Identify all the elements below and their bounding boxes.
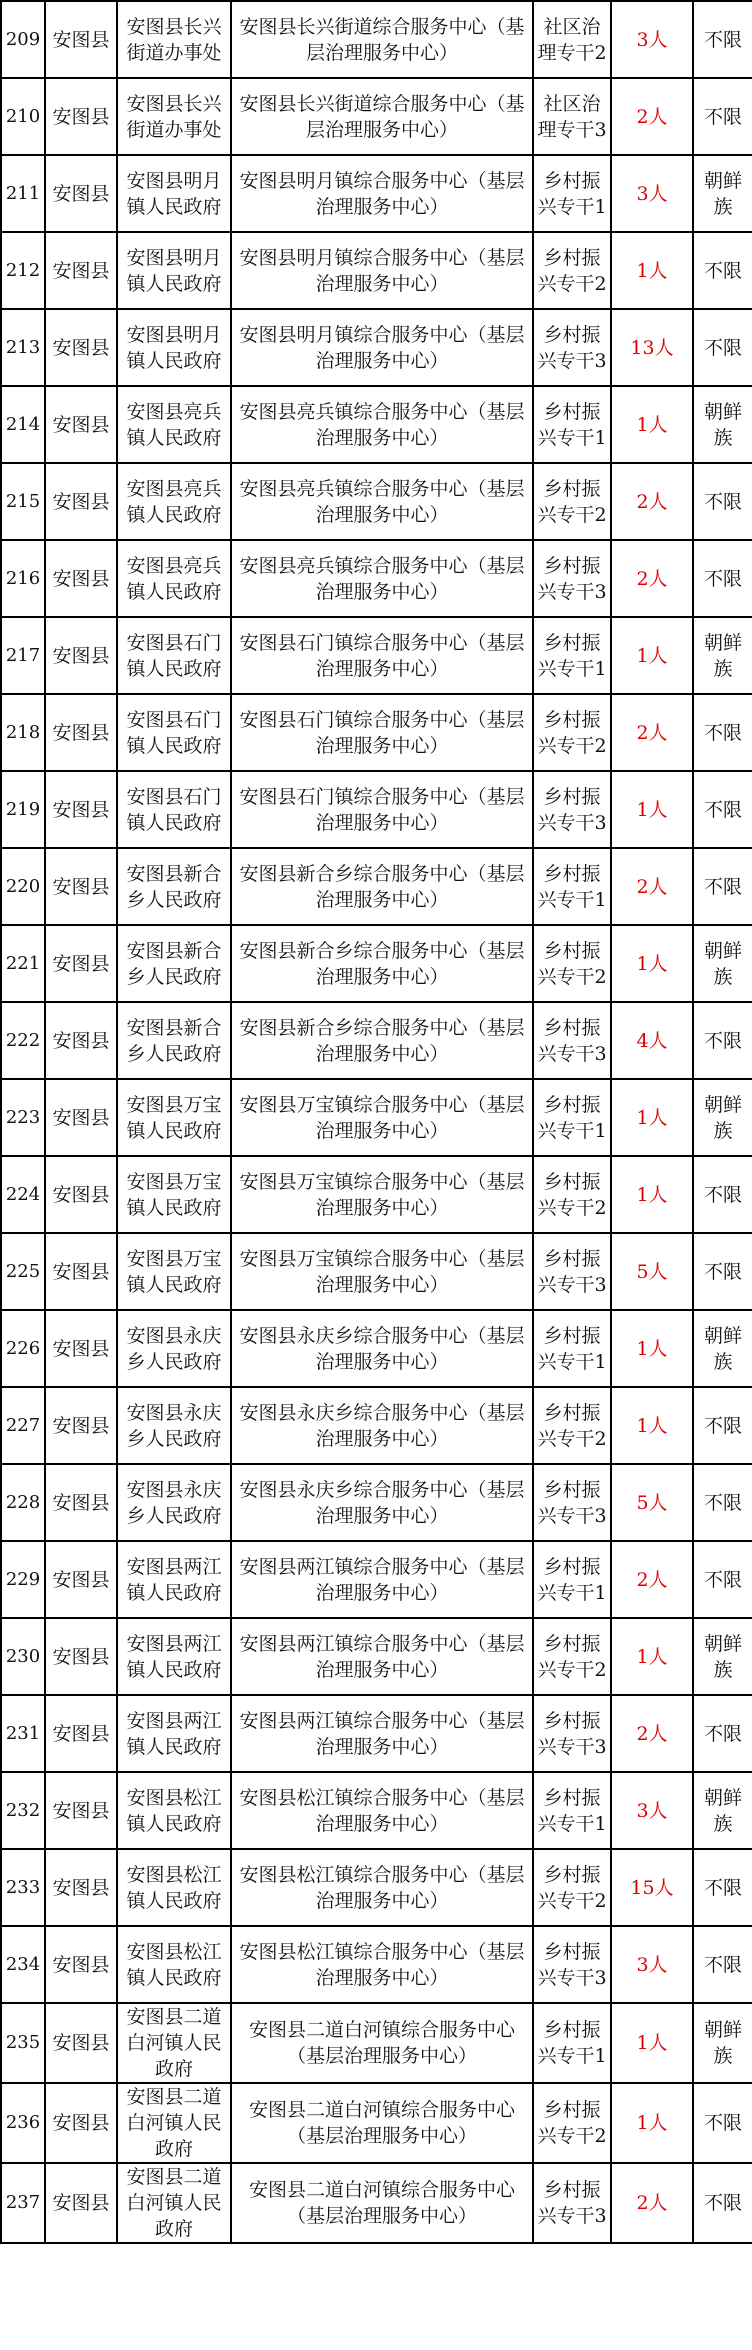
hire-count-cell: 3人 xyxy=(611,1772,693,1849)
unit-cell: 安图县石门镇人民政府 xyxy=(117,694,231,771)
unit-cell: 安图县新合乡人民政府 xyxy=(117,848,231,925)
table-row xyxy=(1,463,752,540)
row-number-cell: 234 xyxy=(1,1926,45,2003)
table-row xyxy=(1,1541,752,1618)
service-center-cell: 安图县亮兵镇综合服务中心（基层治理服务中心） xyxy=(231,540,533,617)
service-center-cell: 安图县石门镇综合服务中心（基层治理服务中心） xyxy=(231,617,533,694)
table-row xyxy=(1,386,752,463)
table-row xyxy=(1,1849,752,1926)
position-cell: 社区治理专干3 xyxy=(533,78,611,155)
position-cell: 乡村振兴专干3 xyxy=(533,309,611,386)
row-number-cell: 230 xyxy=(1,1618,45,1695)
unit-cell: 安图县永庆乡人民政府 xyxy=(117,1310,231,1387)
hire-count-cell: 2人 xyxy=(611,848,693,925)
county-cell: 安图县 xyxy=(45,1618,117,1695)
ethnicity-cell: 朝鲜族 xyxy=(693,617,752,694)
county-cell: 安图县 xyxy=(45,155,117,232)
position-cell: 乡村振兴专干3 xyxy=(533,540,611,617)
unit-cell: 安图县两江镇人民政府 xyxy=(117,1618,231,1695)
ethnicity-cell: 不限 xyxy=(693,1695,752,1772)
unit-cell: 安图县两江镇人民政府 xyxy=(117,1541,231,1618)
hire-count-cell: 2人 xyxy=(611,2163,693,2243)
unit-cell: 安图县万宝镇人民政府 xyxy=(117,1156,231,1233)
service-center-cell: 安图县松江镇综合服务中心（基层治理服务中心） xyxy=(231,1926,533,2003)
row-number-cell: 215 xyxy=(1,463,45,540)
position-cell: 乡村振兴专干1 xyxy=(533,848,611,925)
unit-cell: 安图县明月镇人民政府 xyxy=(117,232,231,309)
position-cell: 乡村振兴专干2 xyxy=(533,463,611,540)
county-cell: 安图县 xyxy=(45,617,117,694)
ethnicity-cell: 朝鲜族 xyxy=(693,925,752,1002)
position-cell: 乡村振兴专干3 xyxy=(533,2163,611,2243)
service-center-cell: 安图县二道白河镇综合服务中心（基层治理服务中心） xyxy=(231,2003,533,2083)
county-cell: 安图县 xyxy=(45,771,117,848)
county-cell: 安图县 xyxy=(45,1772,117,1849)
position-cell: 乡村振兴专干2 xyxy=(533,1618,611,1695)
position-cell: 社区治理专干2 xyxy=(533,1,611,78)
position-cell: 乡村振兴专干3 xyxy=(533,1002,611,1079)
row-number-cell: 219 xyxy=(1,771,45,848)
position-cell: 乡村振兴专干1 xyxy=(533,386,611,463)
row-number-cell: 217 xyxy=(1,617,45,694)
unit-cell: 安图县明月镇人民政府 xyxy=(117,309,231,386)
ethnicity-cell: 不限 xyxy=(693,309,752,386)
table-row xyxy=(1,540,752,617)
table-row xyxy=(1,2083,752,2163)
unit-cell: 安图县石门镇人民政府 xyxy=(117,771,231,848)
unit-cell: 安图县亮兵镇人民政府 xyxy=(117,463,231,540)
ethnicity-cell: 不限 xyxy=(693,1541,752,1618)
hire-count-cell: 3人 xyxy=(611,155,693,232)
service-center-cell: 安图县永庆乡综合服务中心（基层治理服务中心） xyxy=(231,1387,533,1464)
row-number-cell: 235 xyxy=(1,2003,45,2083)
position-cell: 乡村振兴专干3 xyxy=(533,1233,611,1310)
ethnicity-cell: 不限 xyxy=(693,1156,752,1233)
ethnicity-cell: 不限 xyxy=(693,1464,752,1541)
ethnicity-cell: 朝鲜族 xyxy=(693,155,752,232)
service-center-cell: 安图县永庆乡综合服务中心（基层治理服务中心） xyxy=(231,1464,533,1541)
position-cell: 乡村振兴专干1 xyxy=(533,155,611,232)
hire-count-cell: 1人 xyxy=(611,925,693,1002)
row-number-cell: 218 xyxy=(1,694,45,771)
county-cell: 安图县 xyxy=(45,1,117,78)
ethnicity-cell: 不限 xyxy=(693,1233,752,1310)
position-cell: 乡村振兴专干1 xyxy=(533,1772,611,1849)
ethnicity-cell: 不限 xyxy=(693,1,752,78)
county-cell: 安图县 xyxy=(45,232,117,309)
row-number-cell: 231 xyxy=(1,1695,45,1772)
hire-count-cell: 4人 xyxy=(611,1002,693,1079)
service-center-cell: 安图县明月镇综合服务中心（基层治理服务中心） xyxy=(231,155,533,232)
ethnicity-cell: 不限 xyxy=(693,232,752,309)
hire-count-cell: 2人 xyxy=(611,540,693,617)
service-center-cell: 安图县亮兵镇综合服务中心（基层治理服务中心） xyxy=(231,386,533,463)
ethnicity-cell: 不限 xyxy=(693,771,752,848)
table-row xyxy=(1,1002,752,1079)
table-row xyxy=(1,694,752,771)
ethnicity-cell: 朝鲜族 xyxy=(693,1310,752,1387)
ethnicity-cell: 不限 xyxy=(693,1002,752,1079)
service-center-cell: 安图县新合乡综合服务中心（基层治理服务中心） xyxy=(231,1002,533,1079)
hire-count-cell: 1人 xyxy=(611,1156,693,1233)
county-cell: 安图县 xyxy=(45,2163,117,2243)
hire-count-cell: 1人 xyxy=(611,232,693,309)
county-cell: 安图县 xyxy=(45,1849,117,1926)
service-center-cell: 安图县两江镇综合服务中心（基层治理服务中心） xyxy=(231,1541,533,1618)
table-row xyxy=(1,925,752,1002)
county-cell: 安图县 xyxy=(45,848,117,925)
position-cell: 乡村振兴专干2 xyxy=(533,925,611,1002)
unit-cell: 安图县松江镇人民政府 xyxy=(117,1849,231,1926)
service-center-cell: 安图县明月镇综合服务中心（基层治理服务中心） xyxy=(231,309,533,386)
service-center-cell: 安图县永庆乡综合服务中心（基层治理服务中心） xyxy=(231,1310,533,1387)
hire-count-cell: 3人 xyxy=(611,1926,693,2003)
unit-cell: 安图县亮兵镇人民政府 xyxy=(117,540,231,617)
county-cell: 安图县 xyxy=(45,78,117,155)
unit-cell: 安图县长兴街道办事处 xyxy=(117,78,231,155)
ethnicity-cell: 不限 xyxy=(693,2083,752,2163)
unit-cell: 安图县万宝镇人民政府 xyxy=(117,1079,231,1156)
ethnicity-cell: 不限 xyxy=(693,2163,752,2243)
position-cell: 乡村振兴专干2 xyxy=(533,694,611,771)
service-center-cell: 安图县二道白河镇综合服务中心（基层治理服务中心） xyxy=(231,2163,533,2243)
hire-count-cell: 2人 xyxy=(611,694,693,771)
table-row xyxy=(1,771,752,848)
unit-cell: 安图县石门镇人民政府 xyxy=(117,617,231,694)
service-center-cell: 安图县万宝镇综合服务中心（基层治理服务中心） xyxy=(231,1233,533,1310)
ethnicity-cell: 朝鲜族 xyxy=(693,386,752,463)
service-center-cell: 安图县万宝镇综合服务中心（基层治理服务中心） xyxy=(231,1079,533,1156)
table-row xyxy=(1,2003,752,2083)
row-number-cell: 216 xyxy=(1,540,45,617)
hire-count-cell: 15人 xyxy=(611,1849,693,1926)
row-number-cell: 214 xyxy=(1,386,45,463)
ethnicity-cell: 不限 xyxy=(693,1926,752,2003)
county-cell: 安图县 xyxy=(45,1387,117,1464)
table-row xyxy=(1,1772,752,1849)
county-cell: 安图县 xyxy=(45,1156,117,1233)
position-cell: 乡村振兴专干3 xyxy=(533,1695,611,1772)
hire-count-cell: 13人 xyxy=(611,309,693,386)
ethnicity-cell: 不限 xyxy=(693,694,752,771)
hire-count-cell: 1人 xyxy=(611,1387,693,1464)
service-center-cell: 安图县两江镇综合服务中心（基层治理服务中心） xyxy=(231,1618,533,1695)
service-center-cell: 安图县长兴街道综合服务中心（基层治理服务中心） xyxy=(231,1,533,78)
county-cell: 安图县 xyxy=(45,2003,117,2083)
ethnicity-cell: 不限 xyxy=(693,1387,752,1464)
county-cell: 安图县 xyxy=(45,1079,117,1156)
table-row xyxy=(1,78,752,155)
row-number-cell: 223 xyxy=(1,1079,45,1156)
row-number-cell: 224 xyxy=(1,1156,45,1233)
service-center-cell: 安图县新合乡综合服务中心（基层治理服务中心） xyxy=(231,925,533,1002)
hire-count-cell: 2人 xyxy=(611,78,693,155)
table-row xyxy=(1,1079,752,1156)
row-number-cell: 236 xyxy=(1,2083,45,2163)
unit-cell: 安图县万宝镇人民政府 xyxy=(117,1233,231,1310)
service-center-cell: 安图县石门镇综合服务中心（基层治理服务中心） xyxy=(231,771,533,848)
position-cell: 乡村振兴专干3 xyxy=(533,771,611,848)
table-row xyxy=(1,1387,752,1464)
hire-count-cell: 2人 xyxy=(611,463,693,540)
table-row xyxy=(1,1464,752,1541)
county-cell: 安图县 xyxy=(45,1541,117,1618)
position-cell: 乡村振兴专干2 xyxy=(533,232,611,309)
ethnicity-cell: 朝鲜族 xyxy=(693,1079,752,1156)
table-row xyxy=(1,232,752,309)
ethnicity-cell: 朝鲜族 xyxy=(693,2003,752,2083)
service-center-cell: 安图县明月镇综合服务中心（基层治理服务中心） xyxy=(231,232,533,309)
unit-cell: 安图县两江镇人民政府 xyxy=(117,1695,231,1772)
table-row xyxy=(1,617,752,694)
ethnicity-cell: 不限 xyxy=(693,78,752,155)
table-body xyxy=(1,1,752,2243)
service-center-cell: 安图县新合乡综合服务中心（基层治理服务中心） xyxy=(231,848,533,925)
position-cell: 乡村振兴专干2 xyxy=(533,1387,611,1464)
table-row xyxy=(1,309,752,386)
ethnicity-cell: 朝鲜族 xyxy=(693,1618,752,1695)
table-row xyxy=(1,1,752,78)
county-cell: 安图县 xyxy=(45,925,117,1002)
hire-count-cell: 1人 xyxy=(611,1618,693,1695)
unit-cell: 安图县二道白河镇人民政府 xyxy=(117,2083,231,2163)
hire-count-cell: 1人 xyxy=(611,386,693,463)
row-number-cell: 225 xyxy=(1,1233,45,1310)
hire-count-cell: 5人 xyxy=(611,1464,693,1541)
unit-cell: 安图县二道白河镇人民政府 xyxy=(117,2163,231,2243)
position-cell: 乡村振兴专干1 xyxy=(533,1079,611,1156)
hire-count-cell: 1人 xyxy=(611,1079,693,1156)
row-number-cell: 221 xyxy=(1,925,45,1002)
service-center-cell: 安图县石门镇综合服务中心（基层治理服务中心） xyxy=(231,694,533,771)
county-cell: 安图县 xyxy=(45,694,117,771)
hire-count-cell: 1人 xyxy=(611,2003,693,2083)
row-number-cell: 228 xyxy=(1,1464,45,1541)
service-center-cell: 安图县二道白河镇综合服务中心（基层治理服务中心） xyxy=(231,2083,533,2163)
ethnicity-cell: 不限 xyxy=(693,540,752,617)
unit-cell: 安图县二道白河镇人民政府 xyxy=(117,2003,231,2083)
hire-count-cell: 1人 xyxy=(611,2083,693,2163)
ethnicity-cell: 不限 xyxy=(693,463,752,540)
table-row xyxy=(1,848,752,925)
unit-cell: 安图县明月镇人民政府 xyxy=(117,155,231,232)
unit-cell: 安图县亮兵镇人民政府 xyxy=(117,386,231,463)
county-cell: 安图县 xyxy=(45,2083,117,2163)
table-row xyxy=(1,1233,752,1310)
position-cell: 乡村振兴专干2 xyxy=(533,1849,611,1926)
row-number-cell: 226 xyxy=(1,1310,45,1387)
position-cell: 乡村振兴专干1 xyxy=(533,617,611,694)
unit-cell: 安图县永庆乡人民政府 xyxy=(117,1464,231,1541)
row-number-cell: 222 xyxy=(1,1002,45,1079)
position-cell: 乡村振兴专干3 xyxy=(533,1926,611,2003)
county-cell: 安图县 xyxy=(45,1002,117,1079)
row-number-cell: 229 xyxy=(1,1541,45,1618)
table-row xyxy=(1,1156,752,1233)
row-number-cell: 210 xyxy=(1,78,45,155)
table-row xyxy=(1,2163,752,2243)
county-cell: 安图县 xyxy=(45,1695,117,1772)
county-cell: 安图县 xyxy=(45,1310,117,1387)
unit-cell: 安图县永庆乡人民政府 xyxy=(117,1387,231,1464)
table-row xyxy=(1,155,752,232)
row-number-cell: 237 xyxy=(1,2163,45,2243)
hire-count-cell: 1人 xyxy=(611,771,693,848)
table-row xyxy=(1,1695,752,1772)
row-number-cell: 220 xyxy=(1,848,45,925)
hire-count-cell: 1人 xyxy=(611,1310,693,1387)
table-row xyxy=(1,1618,752,1695)
row-number-cell: 211 xyxy=(1,155,45,232)
row-number-cell: 212 xyxy=(1,232,45,309)
hire-count-cell: 1人 xyxy=(611,617,693,694)
table-row xyxy=(1,1310,752,1387)
unit-cell: 安图县新合乡人民政府 xyxy=(117,1002,231,1079)
row-number-cell: 232 xyxy=(1,1772,45,1849)
ethnicity-cell: 不限 xyxy=(693,848,752,925)
service-center-cell: 安图县亮兵镇综合服务中心（基层治理服务中心） xyxy=(231,463,533,540)
position-cell: 乡村振兴专干3 xyxy=(533,1464,611,1541)
row-number-cell: 209 xyxy=(1,1,45,78)
service-center-cell: 安图县两江镇综合服务中心（基层治理服务中心） xyxy=(231,1695,533,1772)
unit-cell: 安图县松江镇人民政府 xyxy=(117,1772,231,1849)
unit-cell: 安图县松江镇人民政府 xyxy=(117,1926,231,2003)
service-center-cell: 安图县松江镇综合服务中心（基层治理服务中心） xyxy=(231,1849,533,1926)
hire-count-cell: 2人 xyxy=(611,1695,693,1772)
county-cell: 安图县 xyxy=(45,1233,117,1310)
position-cell: 乡村振兴专干2 xyxy=(533,2083,611,2163)
row-number-cell: 233 xyxy=(1,1849,45,1926)
row-number-cell: 227 xyxy=(1,1387,45,1464)
hire-count-cell: 3人 xyxy=(611,1,693,78)
hire-count-cell: 2人 xyxy=(611,1541,693,1618)
position-cell: 乡村振兴专干1 xyxy=(533,2003,611,2083)
position-cell: 乡村振兴专干1 xyxy=(533,1310,611,1387)
county-cell: 安图县 xyxy=(45,309,117,386)
county-cell: 安图县 xyxy=(45,1464,117,1541)
service-center-cell: 安图县万宝镇综合服务中心（基层治理服务中心） xyxy=(231,1156,533,1233)
county-cell: 安图县 xyxy=(45,540,117,617)
county-cell: 安图县 xyxy=(45,386,117,463)
ethnicity-cell: 朝鲜族 xyxy=(693,1772,752,1849)
unit-cell: 安图县新合乡人民政府 xyxy=(117,925,231,1002)
unit-cell: 安图县长兴街道办事处 xyxy=(117,1,231,78)
hire-count-cell: 5人 xyxy=(611,1233,693,1310)
position-cell: 乡村振兴专干2 xyxy=(533,1156,611,1233)
table-row xyxy=(1,1926,752,2003)
county-cell: 安图县 xyxy=(45,463,117,540)
position-cell: 乡村振兴专干1 xyxy=(533,1541,611,1618)
row-number-cell: 213 xyxy=(1,309,45,386)
county-cell: 安图县 xyxy=(45,1926,117,2003)
service-center-cell: 安图县松江镇综合服务中心（基层治理服务中心） xyxy=(231,1772,533,1849)
service-center-cell: 安图县长兴街道综合服务中心（基层治理服务中心） xyxy=(231,78,533,155)
ethnicity-cell: 不限 xyxy=(693,1849,752,1926)
